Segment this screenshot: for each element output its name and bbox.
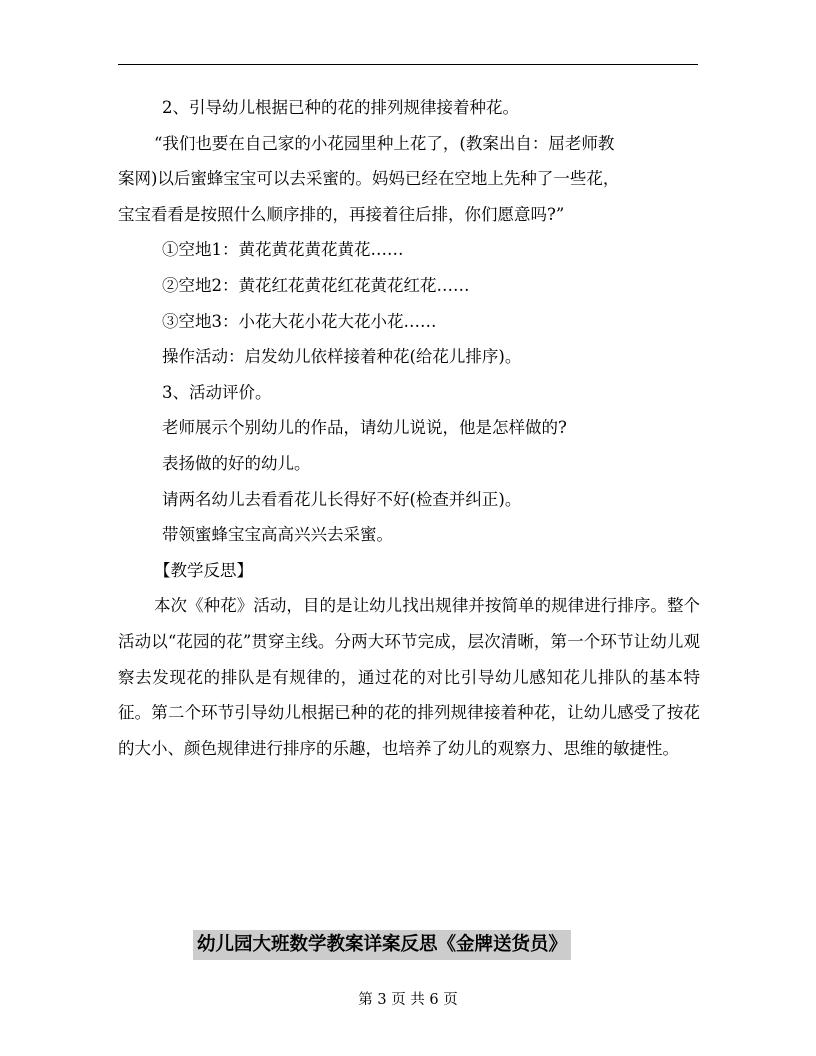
- header-rule: [118, 64, 698, 65]
- list-item: ③空地3：小花大花小花大花小花……: [162, 311, 437, 331]
- text-line: 表扬做的好的幼儿。: [162, 453, 311, 473]
- section-heading: 2、引导幼儿根据已种的花的排列规律接着种花。: [162, 98, 519, 117]
- list-item: ①空地1：黄花黄花黄花黄花……: [162, 240, 404, 260]
- quote-line: 宝宝看看是按照什么顺序排的，再接着往后排，你们愿意吗?”: [118, 204, 565, 224]
- text-line: 老师展示个别幼儿的作品，请幼儿说说，他是怎样做的?: [162, 418, 567, 438]
- quote-line: 案网)以后蜜蜂宝宝可以去采蜜的。妈妈已经在空地上先种了一些花，: [118, 169, 620, 189]
- document-body: [118, 90, 700, 766]
- reflection-paragraph: 本次《种花》活动，目的是让幼儿找出规律并按简单的规律进行排序。整个活动以“花园的花”贯穿主线。分两大环节完成，层次清晰，第一个环节让幼儿观察去发现花的排队是有规律的，通过花的对比引导幼儿感知花儿排队的基本特征。第二个环节引导幼儿根据已种的花的排列规律接着种花，让幼儿感受了按花的大小、颜色规律进行排序的乐趣，也培养了幼儿的观察力、思维的敏捷性。: [118, 596, 700, 758]
- text-line: 带领蜜蜂宝宝高高兴兴去采蜜。: [162, 525, 393, 545]
- next-lesson-title: 幼儿园大班数学教案详案反思《金牌送货员》: [193, 930, 571, 960]
- text-line: 操作活动：启发幼儿依样接着种花(给花儿排序)。: [162, 347, 522, 367]
- text-line: 请两名幼儿去看看花儿长得好不好(检查并纠正)。: [162, 489, 522, 509]
- section-heading: 3、活动评价。: [162, 382, 272, 402]
- page-footer: 第 3 页 共 6 页: [358, 992, 458, 1008]
- quote-line: “我们也要在自己家的小花园里种上花了，(教案出自：屈老师教: [154, 133, 615, 153]
- list-item: ②空地2：黄花红花黄花红花黄花红花……: [162, 275, 470, 295]
- reflection-heading: 【教学反思】: [154, 560, 253, 580]
